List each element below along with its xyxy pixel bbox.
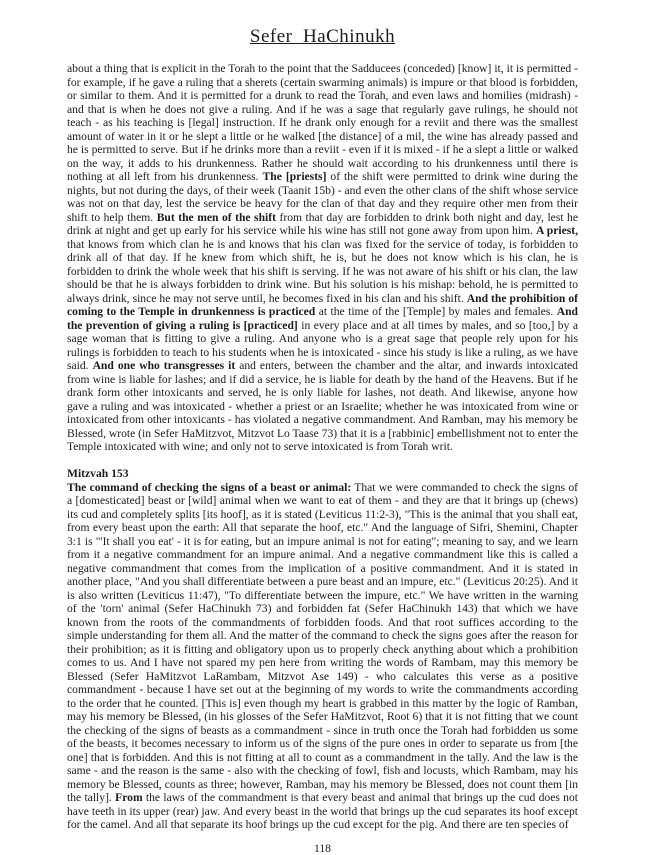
page-number: 118 bbox=[67, 842, 578, 855]
body-paragraph-2: The command of checking the signs of a beast or animal: That we were commanded to check the signs of a [domesticated] beast or [wild] animal when we want to eat of them - and they are that it brings up (chews) its cud and completely splits [its hoof], as it is stated (Leviticus 11:2-3), "This is the animal that you shall eat, from every beast upon the earth: All that separate the hoof, etc." And the language of Sifri, Shemini, Chapter 3:1 is "'It shall you eat' - it is for eating, but an impure animal is not for eating"; meaning to say, and we learn from it a negative commandment for an impure animal. And a negative commandment like this is called a negative commandment that comes from the implication of a positive commandment. And it is stated in another place, "And you shall differentiate between a pure beast and an impure, etc." (Leviticus 20:25). And it is also written (Leviticus 11:47), "To differentiate between the impure, etc." We have written in the warning of the 'torn' animal (Sefer HaChinukh 73) and forbidden fat (Sefer HaChinukh 143) that which we have known from the roots of the commandments of forbidden foods. And that root suffices according to the simple understanding for them all. And the matter of the command to check the signs goes after the reason for their prohibition; as it is fitting and obligatory upon us to properly check anything about which a prohibition comes to us. And I have not spared my pen here from writing the words of Rambam, may this memory be Blessed (Sefer HaMitzvot LaRambam, Mitzvot Ase 149) - who calculates this verse as a positive commandment - because I have set out at the beginning of my words to write the commandments according to the order that he counted. [This is] even though my heart is grabbed in this matter by the logic of Ramban, may his memory be Blessed, (in his glosses of the Sefer HaMitzvot, Root 6) that it is not fitting that we count the checking of the signs of beasts as a commandment - since in truth once the Torah had forbidden us some of the beasts, it becomes necessary to inform us of the signs of the pure ones in order to separate us from [the one] that is forbidden. And this is not fitting at all to count as a commandment in the tally. And the law is the same - and the reason is the same - also with the checking of fowl, fish and locusts, which Rambam, may his memory be Blessed, counts as three; however, Ramban, may his memory be Blessed, does not count them [in the tally]. From the laws of the commandment is that every beast and animal that brings up the cud does not have teeth in its upper (rear) jaw. And every beast in the world that brings up the cud separates its hoof except for the camel. And all that separate its hoof brings up the cud except for the pig. And there are ten species of bbox=[67, 481, 578, 832]
body-paragraph-1: about a thing that is explicit in the Torah to the point that the Sadducees (conceded) [know] it, it is permitted - for example, if he gave a ruling that a sherets (certain swarming animals) is impure or that blood is forbidden, or similar to them. And it is permitted for a drunk to read the Torah, and even laws and homilies (midrash) - and that is when he does not give a ruling. And if he was a sage that regularly gave rulings, he should not teach - as his teaching is [legal] instruction. If he drank only enough for a reviit and there was the smallest amount of water in it or he slept a little or he walked [the distance] of a mil, the wine has already passed and he is permitted to serve. But if he drinks more than a reviit - even if it is mixed - if he a slept a little or walked on the way, it adds to his drunkenness. Rather he should wait according to his drunkenness until there is nothing at all left from his drunkenness. The [priests] of the shift were permitted to drink wine during the nights, but not during the days, of their week (Taanit 15b) - and even the other clans of the shift whose service was not on that day, lest the service be heavy for the clan of that day and they require other men from their shift to help them. But the men of the shift from that day are forbidden to drink both night and day, lest he drink at night and get up early for his service while his wine has still not gone away from upon him. A priest, that knows from which clan he is and knows that his clan was fixed for the service of today, is forbidden to drink all of that day. If he knew from which shift, he is, but he does not know which is his clan, he is forbidden to drink the whole week that his shift is serving. If he was not aware of his shift or his clan, the law should be that he is always forbidden to drink wine. But his solution is his mishap: behold, he is permitted to always drink, since he may not serve until, he becomes fixed in his clan and his shift. And the prohibition of coming to the Temple in drunkenness is practiced at the time of the [Temple] by males and females. And the prevention of giving a ruling is [practiced] in every place and at all times by males, and so [too,] by a sage woman that is fitting to give a ruling. And anyone who is a great sage that people rely upon for his rulings is forbidden to teach to his students when he is intoxicated - since his study is like a ruling, as we have said. And one who transgresses it and enters, between the chamber and the altar, and inwards intoxicated from wine is liable for lashes; and if did a service, he is liable for death by the hand of the Heavens. But if he drank form other intoxicants and served, he is only liable for lashes, not death. And likewise, anyone how gave a ruling and was intoxicated - whether a priest or an Israelite; whether he was intoxicated from wine or intoxicated from other intoxicants - has violated a negative commandment. And Ramban, may his memory be Blessed, wrote (in Sefer HaMitzvot, Mitzvot Lo Taase 73) that it is a [rabbinic] embellishment not to enter the Temple intoxicated with wine; and only not to serve intoxicated is from Torah writ. bbox=[67, 62, 578, 454]
section-heading: Mitzvah 153 bbox=[67, 467, 578, 481]
page-title: Sefer HaChinukh bbox=[67, 26, 578, 48]
